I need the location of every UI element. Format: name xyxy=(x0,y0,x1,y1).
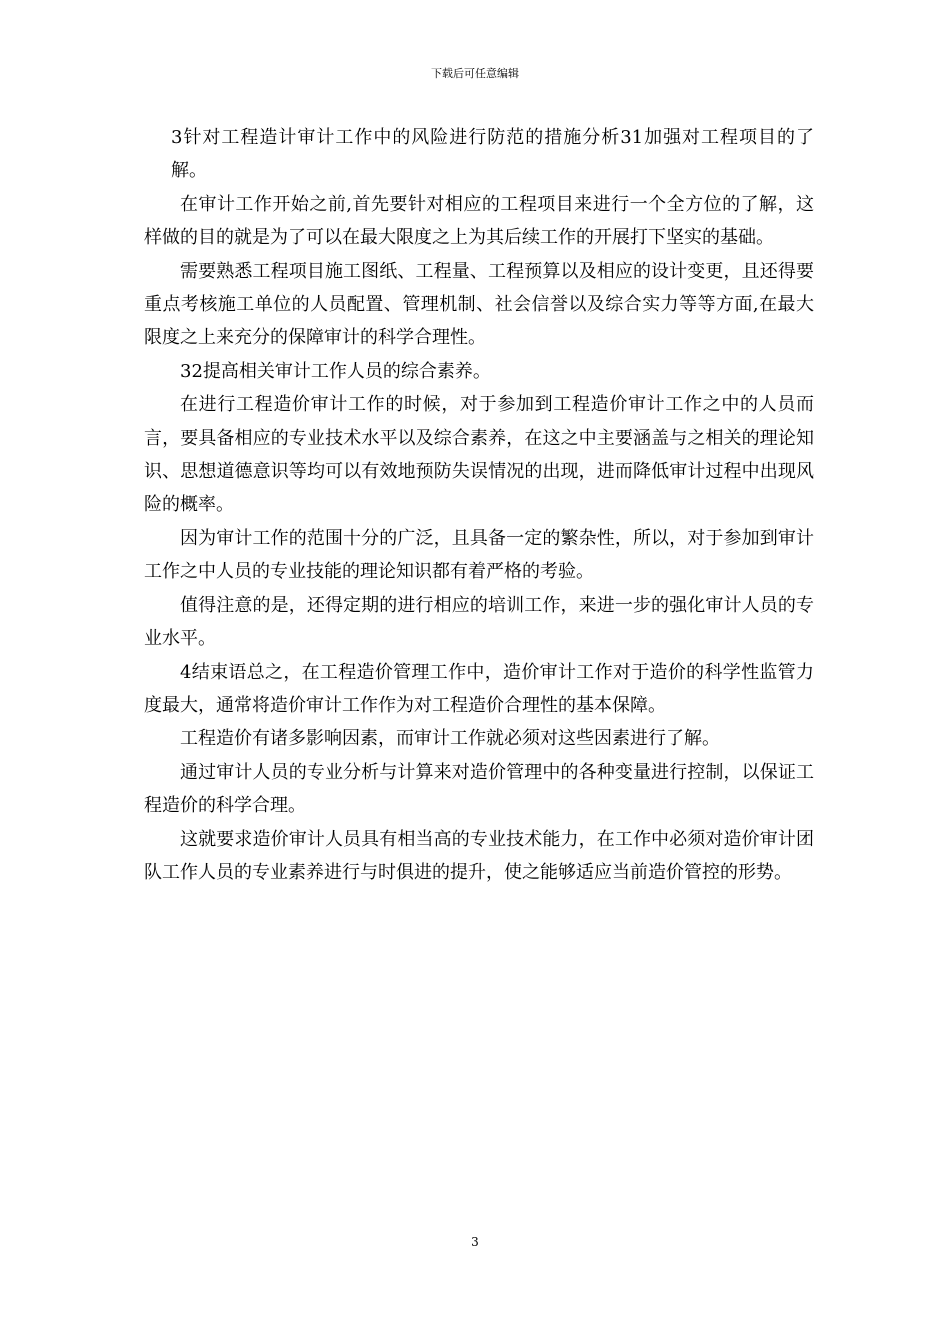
paragraph-subheading-3-2: 32提高相关审计工作人员的综合素养。 xyxy=(180,360,491,382)
paragraph-conclusion: 4结束语总之，在工程造价管理工作中，造价审计工作对于造价的科学性监管力度最大，通常将造价审计工作作为对工程造价合理性的基本保障。 xyxy=(144,661,814,716)
paragraph: 这就要求造价审计人员具有相当高的专业技术能力，在工作中必须对造价审计团队工作人员的专业素养进行与时俱进的提升，使之能够适应当前造价管控的形势。 xyxy=(144,828,814,883)
paragraph: 需要熟悉工程项目施工图纸、工程量、工程预算以及相应的设计变更，且还得要重点考核施工单位的人员配置、管理机制、社会信誉以及综合实力等等方面,在最大限度之上来充分的保障审计的科学合理性。 xyxy=(144,260,814,349)
paragraph: 在进行工程造价审计工作的时候，对于参加到工程造价审计工作之中的人员而言，要具备相应的专业技术水平以及综合素养，在这之中主要涵盖与之相关的理论知识、思想道德意识等均可以有效地预防失误情况的出现，进而降低审计过程中出现风险的概率。 xyxy=(144,394,814,516)
paragraph: 在审计工作开始之前,首先要针对相应的工程项目来进行一个全方位的了解，这样做的目的就是为了可以在最大限度之上为其后续工作的开展打下坚实的基础。 xyxy=(144,193,814,249)
paragraph: 值得注意的是，还得定期的进行相应的培训工作，来进一步的强化审计人员的专业水平。 xyxy=(144,594,814,650)
document-body xyxy=(144,121,814,889)
page-number: 3 xyxy=(471,1235,479,1249)
paragraph: 工程造价有诸多影响因素，而审计工作就必须对这些因素进行了解。 xyxy=(180,728,720,750)
paragraph: 通过审计人员的专业分析与计算来对造价管理中的各种变量进行控制，以保证工程造价的科学合理。 xyxy=(144,761,814,817)
page-header: 下载后可任意编辑 xyxy=(431,67,519,80)
paragraph: 因为审计工作的范围十分的广泛，且具备一定的繁杂性，所以，对于参加到审计工作之中人员的专业技能的理论知识都有着严格的考验。 xyxy=(144,527,814,583)
paragraph-section-3-heading: 3针对工程造计审计工作中的风险进行防范的措施分析31加强对工程项目的了解。 xyxy=(171,127,814,182)
